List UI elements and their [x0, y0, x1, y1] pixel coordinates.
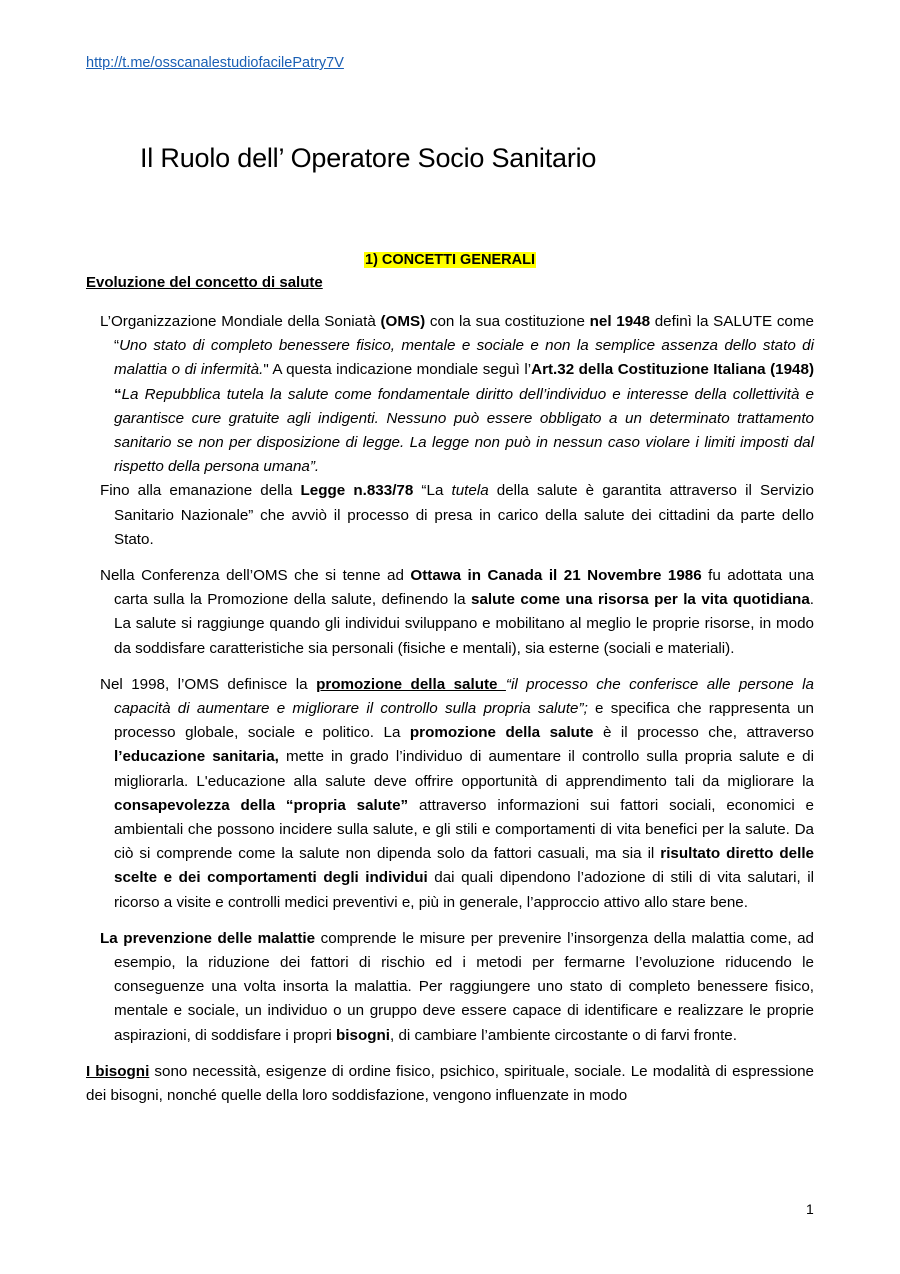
text-run: , di cambiare l’ambiente circostante o di farvi fronte. [390, 1026, 737, 1044]
italic-run: “il processo che conferisce alle persone la capacità di aumentare e migliorare il controllo sulla propria salute”; [114, 675, 814, 718]
paragraph-oms-definition [86, 310, 814, 479]
text-run: fu adottata una carta sulla la Promozione della salute, definendo la [114, 567, 814, 609]
bold-run: La prevenzione delle malattie [100, 929, 316, 947]
text-run: " A questa indicazione mondiale seguì l’ [263, 361, 532, 379]
italic-run: tutela [451, 482, 489, 500]
text-run: della salute è garantita attraverso il Servizio Sanitario Nazionale” che avviò il processo di presa in carico della salute dei cittadini da parte dello Stato. [114, 482, 814, 548]
bold-run: “ [114, 385, 122, 403]
page-number: 1 [806, 1201, 814, 1217]
bold-run: promozione della salute [409, 724, 594, 742]
bold-run: (OMS) [380, 313, 426, 330]
italic-run: La Repubblica tutela la salute come fondamentale diritto dell’individuo e interesse della collettività e garantisce cure gratuite agli indigenti. Nessuno può essere obbligato a un determinato trattamento sanitario se non per disposizione di legge. La legge non può in nessun caso violare i limiti imposti dal rispetto della persona umana”. [114, 385, 814, 476]
document-body [86, 310, 814, 1108]
section-heading [0, 252, 900, 268]
text-run: L’Organizzazione Mondiale della Soniatà [100, 313, 381, 330]
bold-run: nel 1948 [589, 313, 651, 330]
bold-run: l’educazione sanitaria, [114, 748, 279, 766]
paragraph-promozione-salute [86, 673, 814, 915]
italic-run: Uno stato di completo benessere fisico, mentale e sociale e non la semplice assenza dello stato di malattia o di infermità. [114, 337, 814, 379]
text-run: e specifica che rappresenta un processo globale, sociale e politico. La [114, 700, 814, 742]
text-run: mette in grado l’individuo di aumentare il controllo sulla propria salute e di migliorarla. L'educazione alla salute deve offrire opportunità di apprendimento tali da migliorare la [114, 748, 814, 790]
text-run: Nel 1998, l’OMS definisce la [100, 675, 317, 693]
text-run: è il processo che, attraverso [593, 724, 814, 742]
bold-run: salute come una risorsa per la vita quotidiana [471, 591, 810, 609]
document-title: Il Ruolo dell’ Operatore Socio Sanitario [140, 143, 597, 173]
bold-run: Legge n.833/78 [300, 482, 414, 500]
bold-run: Art.32 della Costituzione Italiana (1948) [531, 361, 814, 379]
text-run: con la sua costituzione [425, 313, 590, 330]
text-run: definì la SALUTE come “ [114, 313, 814, 355]
telegram-link[interactable]: http://t.me/osscanalestudiofacilePatry7V [86, 55, 344, 71]
paragraph-legge-833 [86, 479, 814, 552]
bold-run: Ottawa in Canada il 21 Novembre 1986 [410, 567, 702, 585]
subheading: Evoluzione del concetto di salute [86, 274, 323, 291]
section-heading-text: 1) CONCETTI GENERALI [365, 252, 535, 268]
bold-run: risultato diretto delle scelte e dei comportamenti degli individui [114, 845, 814, 887]
text-run: Fino alla emanazione della [100, 482, 301, 500]
text-run: . La salute si raggiunge quando gli individui sviluppano e mobilitano al meglio le proprie risorse, in modo da soddisfare caratteristiche sia personali (fisiche e mentali), sia esterne (sociali e materiali). [114, 591, 814, 657]
text-run: attraverso informazioni sui fattori sociali, economici e ambientali che possono incidere sulla salute, e gli stili e comportamenti di vita benefici per la salute. Da ciò si comprende come la salute non dipenda solo da fattori casuali, ma sia il [114, 796, 814, 863]
bold-run: promozione della salute [316, 675, 506, 693]
paragraph-bisogni [86, 1060, 814, 1108]
text-run: dai quali dipendono l’adozione di stili di vita salutari, il ricorso a visite e controlli medici preventivi e, più in generale, l’approccio attivo allo stare bene. [114, 869, 814, 911]
text-run: sono necessità, esigenze di ordine fisico, psichico, spirituale, sociale. Le modalità di espressione dei bisogni, nonché quelle della loro soddisfazione, vengono influenzate in modo [86, 1062, 815, 1105]
paragraph-prevenzione [86, 927, 814, 1048]
text-run: Nella Conferenza dell’OMS che si tenne ad [100, 567, 411, 585]
paragraph-ottawa [86, 564, 814, 661]
bold-run: consapevolezza della “propria salute” [114, 796, 409, 814]
bold-run: bisogni [336, 1026, 391, 1044]
bold-run: I bisogni [86, 1062, 150, 1080]
text-run: comprende le misure per prevenire l’insorgenza della malattia come, ad esempio, la riduzione dei fattori di rischio ed i metodi per fermarne l’evoluzione riducendo le conseguenze una volta insorta la malattia. Per raggiungere uno stato di completo benessere fisico, mentale e sociale, un individuo o un gruppo deve essere capace di identificare e realizzare le proprie aspirazioni, di soddisfare i propri [114, 929, 814, 1044]
text-run: “La [413, 482, 452, 500]
